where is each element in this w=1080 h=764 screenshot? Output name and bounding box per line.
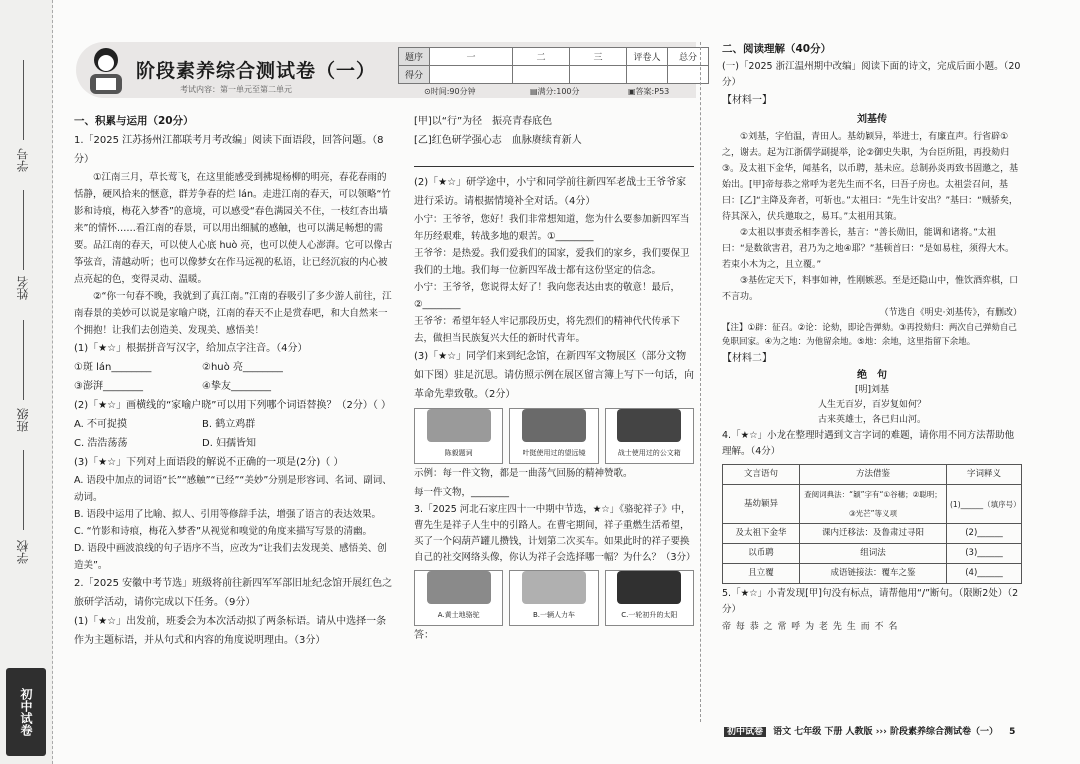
- table-cell: 课内迁移法：及鲁肃过寻阳: [800, 524, 947, 544]
- poem-line: 古来英雄士，各已归山河。: [817, 415, 926, 425]
- question-2-head: 2.「2025 安徽中考节选」班级将前往新四军军部旧址纪念馆开展红色之旅研学活动，请你完成以下任务。（9分）: [74, 578, 393, 608]
- table-cell: 成语链接法：覆车之鉴: [800, 564, 947, 584]
- time-info: ⊙时间:90分钟: [424, 87, 476, 96]
- answer-line[interactable]: [414, 150, 694, 167]
- material-1-title: 刘基传: [857, 114, 887, 125]
- score-header-cell: 一: [430, 48, 513, 66]
- table-cell: 且立覆: [723, 564, 800, 584]
- binding-margin: [0, 0, 53, 764]
- page-number: 5: [1009, 727, 1016, 737]
- picture-caption: C.一轮初升的太阳: [621, 611, 678, 619]
- score-input-cell[interactable]: [513, 66, 570, 84]
- table-header: 字词释义: [947, 465, 1022, 485]
- score-input-cell[interactable]: [430, 66, 513, 84]
- score-info: ▤满分:100分: [530, 87, 580, 96]
- answer-cell[interactable]: (4)______: [947, 564, 1022, 584]
- material-1-para: ①刘基，字伯温，青田人。基幼颖异，举进士，有廉直声。行省辟①之，谢去。起为江浙儒学副提举，论②御史失职，为台臣所阻，再投劾归③。及太祖下金华，闻基名，以币聘，基未应。总制孙炎再致书固邀之，基始出。[甲]帝每恭之常呼为老先生而不名，曰吾子房也。太祖尝召问，基曰：[乙]“主降及奔者，可斩也。”太祖曰：“先生计安出？”基曰：“贼骄矣，待其深入，伏兵邀取之，易耳。”太祖用其策。: [722, 132, 1019, 222]
- rickshaw-picture[interactable]: [509, 570, 598, 626]
- table-cell: 及太祖下金华: [723, 524, 800, 544]
- material-2-label: 【材料二】: [722, 353, 772, 364]
- right-column: [722, 40, 1022, 637]
- question-4: 4.「★☆」小龙在整理时遇到文言字词的难题，请你用不同方法帮助他理解。（4分）: [722, 430, 1015, 457]
- school-line: [23, 450, 24, 530]
- question-2-2: (2)「★☆」研学途中，小宁和同学前往新四军老战士王爷爷家进行采访。请根据情境补全对话。（4分）: [414, 177, 687, 207]
- left-column: [74, 112, 394, 650]
- dialog-line: 王爷爷：希望年轻人牢记那段历史，将先烈们的精神代代传承下去，做担当民族复兴大任的新时代青年。: [414, 316, 681, 344]
- artifact-caption: 陈毅题词: [444, 449, 473, 457]
- name-label: 姓名: [16, 276, 30, 300]
- artifact-binoculars: [509, 408, 598, 464]
- table-header: 方法借鉴: [800, 465, 947, 485]
- choice-option[interactable]: D. 语段中画波浪线的句子语序不当，应改为“让我们去发现美、感悟美、创造美”。: [74, 543, 387, 571]
- class-line: [23, 320, 24, 400]
- section-heading: 二、阅读理解（40分）: [722, 43, 832, 55]
- poem-line: 人生无百岁，百岁复如何？: [817, 400, 926, 410]
- pinyin-option[interactable]: ④挚友________: [202, 381, 271, 392]
- student-no-line: [23, 60, 24, 140]
- name-line: [23, 190, 24, 270]
- artifact-calligraphy: [414, 408, 503, 464]
- question-1-2: [74, 396, 394, 415]
- choice-option[interactable]: A. 语段中加点的词语“长”“感触”“已经”“美妙”分别是形容词、名词、副词、动词。: [74, 475, 392, 503]
- section-heading: 一、积累与运用（20分）: [74, 115, 194, 127]
- artifact-suitcase: [605, 408, 694, 464]
- artifact-images: [414, 408, 694, 464]
- answer-cell[interactable]: (1)______（填序号）: [947, 485, 1022, 524]
- punctuation-line[interactable]: 帝 每 恭 之 常 呼 为 老 先 生 而 不 名: [722, 622, 899, 632]
- answer-info: ▣答案:P53: [628, 87, 670, 96]
- example-sentence: 示例：每一件文物，都是一曲荡气回肠的精神赞歌。: [414, 468, 633, 479]
- score-header-cell: 二: [513, 48, 570, 66]
- choice-option[interactable]: C. 浩浩荡荡: [74, 438, 128, 449]
- footer-text: 语文 七年级 下册 人教版 ››› 阶段素养综合测试卷（一）: [773, 727, 998, 737]
- pinyin-option[interactable]: ③澎湃________: [74, 381, 143, 392]
- dialog-line: 小宁：王爷爷，您说得太好了！我向您表达由衷的敬意！最后，②________: [414, 282, 681, 310]
- choice-option[interactable]: B. 鹤立鸡群: [202, 419, 256, 430]
- table-cell: 基幼颖异: [723, 485, 800, 524]
- page-title: 阶段素养综合测试卷（一）: [136, 60, 377, 82]
- page-footer: [724, 724, 1015, 737]
- choice-option[interactable]: C. “竹影和诗痕，梅花入梦香”从视觉和嗅觉的角度来描写写景的清幽。: [74, 526, 373, 537]
- poem-author: [明]刘基: [854, 385, 890, 395]
- footer-brand: 初中试卷: [724, 727, 766, 737]
- score-header-cell: 评卷人: [627, 48, 668, 66]
- part-1-intro: (一)「2025 浙江温州期中改编」阅读下面的诗文，完成后面小题。（20分）: [722, 61, 1021, 88]
- dialog-line: 王爷爷：是热爱。我们爱我们的国家，爱我们的家乡，我们要保卫我们的土地。我们每一位新四军战士都有这份坚定的信念。: [414, 248, 690, 276]
- table-cell: 以币聘: [723, 544, 800, 564]
- student-mascot-icon: [82, 44, 130, 96]
- camel-picture[interactable]: [414, 570, 503, 626]
- score-table: [398, 47, 709, 84]
- school-label: 学校: [16, 540, 30, 564]
- vocab-table: [722, 464, 1022, 584]
- score-input-cell[interactable]: [570, 66, 627, 84]
- table-header: 文言语句: [723, 465, 800, 485]
- column-divider: [700, 42, 702, 722]
- middle-column: [414, 112, 694, 645]
- sunrise-picture[interactable]: [605, 570, 694, 626]
- question-1-2-text: (2)「★☆」画横线的“家喻户晓”可以用下列哪个词语替换？（2分）: [74, 400, 373, 411]
- question-1-3: (3)「★☆」下列对上面语段的解说不正确的一项是(2分)（ ）: [74, 457, 344, 468]
- table-cell: 查阅词典法：“颖”字有“①谷穗；②聪明；③光芒”等义项: [800, 485, 947, 524]
- score-label-cell: 得分: [399, 66, 430, 84]
- pinyin-option[interactable]: ②huò 亮________: [202, 362, 283, 373]
- artifact-caption: 叶挺使用过的望远镜: [522, 449, 586, 457]
- exam-scope: 考试内容：第一单元至第二单元: [180, 85, 292, 94]
- poem-title: 绝 句: [857, 370, 887, 381]
- question-3-head: 3.「2025 河北石家庄四十一中期中节选，★☆」《骆驼祥子》中，曹先生是祥子人生中的引路人。在曹宅期间，祥子重燃生活希望，买了一个闷葫芦罐儿攒钱，计划第二次买车。如果此时的祥子要换自己的社交网络头像，你认为祥子会选择哪一幅？为什么？（3分）: [414, 504, 696, 563]
- answer-cell[interactable]: (3)______: [947, 544, 1022, 564]
- artifact-caption: 战士使用过的公文箱: [617, 449, 681, 457]
- brand-logo: 初中试卷: [6, 668, 46, 756]
- question-2-1: (1)「★☆」出发前，班委会为本次活动拟了两条标语。请从中选择一条作为主题标语，并从句式和内容的角度说明理由。（3分）: [74, 616, 387, 646]
- question-1-head: 1.「2025 江苏扬州江都联考月考改编」阅读下面语段，回答问题。（8分）: [74, 135, 384, 165]
- score-header-cell: 题序: [399, 48, 430, 66]
- choice-option[interactable]: B. 语段中运用了比喻、拟人、引用等修辞手法，增强了语言的表达效果。: [74, 509, 382, 520]
- avatar-choices: [414, 570, 694, 626]
- question-5: 5.「★☆」小青发现[甲]句没有标点，请帮他用“/”断句。（限断2处）（2分）: [722, 588, 1019, 615]
- score-header-cell: 总分: [668, 48, 709, 66]
- material-1-label: 【材料一】: [722, 95, 772, 106]
- material-1-para: ③基佐定天下，料事如神，性刚嫉恶。至是还隐山中，惟饮酒弈棋，口不言功。: [722, 276, 1019, 302]
- material-1-source: （节选自《明史·刘基传》，有删改）: [879, 308, 1022, 318]
- fill-line[interactable]: 每一件文物，________: [414, 487, 510, 498]
- passage-para-2: ②“你一句春不晚，我就到了真江南。”江南的春吸引了多少游人前往，江南春景的美妙可以说是家喻户晓，江南的春天不止是赏春吧，和大自然来一个拥抱！让我们去创造美、发现美、感悟美！: [74, 291, 392, 336]
- picture-caption: A.黄土地骆驼: [437, 611, 480, 619]
- score-header-cell: 三: [570, 48, 627, 66]
- choice-option[interactable]: A. 不可捉摸: [74, 419, 128, 430]
- answer-paren[interactable]: （ ）: [372, 400, 392, 411]
- pinyin-option[interactable]: ①斑 lán________: [74, 362, 152, 373]
- passage-para-1: ①江南三月，草长莺飞，在这里能感受到拂堤杨柳的明亮，春花春雨的恬静，硬风拾来的惬意，群芳争春的烂 lán。走进江南的春天，可以领略“竹影和诗痕，梅花入梦香”的意境，可以感受“春色满园关不住，一枝红杏出墙来”的情怀……看江南的春景，可以用出细腻的感触，也可以满足畅想的需要。品江南的春天，可以使人心底 huò 亮，也可以使人心澎湃。它可以像古筝弦音，清越动听；也可以像梦女在作马远视的私语，让已经沉寂的内心被点亮起的色，变得灵动、温暖。: [74, 172, 393, 285]
- choice-option[interactable]: D. 妇孺皆知: [202, 438, 257, 449]
- question-1-1: (1)「★☆」根据拼音写汉字，给加点字注音。（4分）: [74, 343, 308, 354]
- answer-cell[interactable]: (2)______: [947, 524, 1022, 544]
- material-1-para: ②太祖以事责丞相李善长，基言：“善长勋旧，能调和诸将。”太祖曰：“是数欲害君，君乃为之地④耶？”基顿首曰：“是如易柱，须得大木。若束小木为之，且立覆。”: [722, 228, 1015, 270]
- question-2-3: (3)「★☆」同学们来到纪念馆，在新四军文物展区（部分文物如下图）驻足沉思。请仿照示例在展区留言簿上写下一句话，向革命先辈致敬。（2分）: [414, 351, 694, 400]
- student-no-label: 学号: [16, 148, 30, 172]
- slogan-a: [甲]以“行”为径 振亮青春底色: [414, 116, 553, 127]
- table-cell: 组词法: [800, 544, 947, 564]
- slogan-b: [乙]红色研学强心志 血脉赓续育新人: [414, 135, 582, 146]
- dialog-line: 小宁：王爷爷，您好！我们非常想知道，您为什么要参加新四军当年历经艰难，转战多地的艰苦。①________: [414, 214, 690, 242]
- score-input-cell[interactable]: [627, 66, 668, 84]
- picture-caption: B.一辆人力车: [532, 611, 575, 619]
- score-input-cell[interactable]: [668, 66, 709, 84]
- class-label: 班级: [16, 408, 30, 432]
- answer-label[interactable]: 答：: [414, 630, 434, 641]
- footnote: 【注】①辟：征召。②论：论劾，即论告弹劾。③再投劾归：两次自己弹劾自己免职回家。④为之地：为他留余地。⑤地：余地，这里指留下余地。: [722, 323, 1017, 347]
